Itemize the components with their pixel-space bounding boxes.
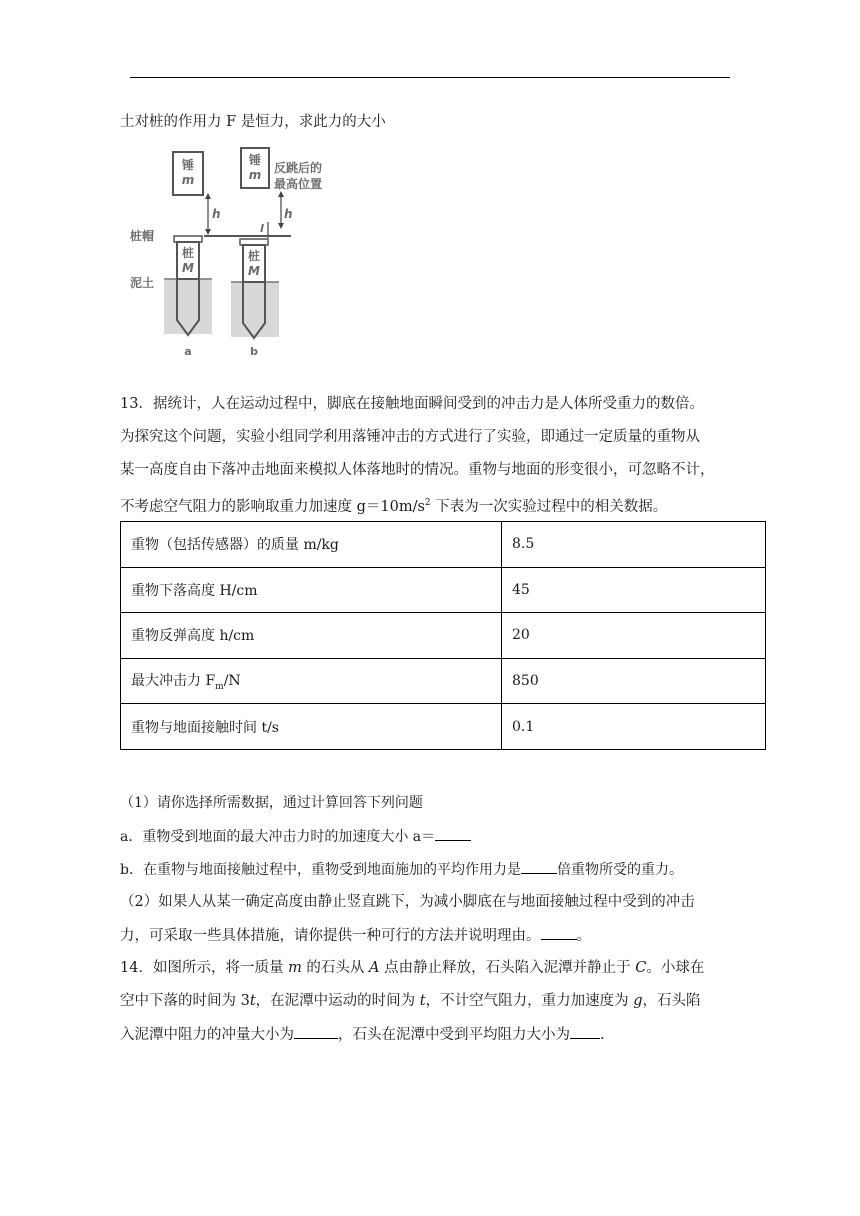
experiment-data-table: [120, 521, 766, 750]
q13-part2-line1: （2）如果人从某一确定高度由静止竖直跳下，为减小脚底在与地面接触过程中受到的冲击: [120, 894, 695, 910]
q13-line-2: 为探究这个问题，实验小组同学利用落锤冲击的方式进行了实验，即通过一定质量的重物从: [120, 429, 700, 445]
h-label-b: h: [284, 207, 293, 221]
pile-driver-figure: [126, 140, 356, 370]
q13-part-b: b．在重物与地面接触过程中，重物受到地面施加的平均作用力是 倍重物所受的重力。: [120, 859, 683, 880]
table-cell-label: 重物（包括传感器）的质量 m/kg: [121, 522, 502, 568]
table-cell-label: 重物下落高度 H/cm: [121, 567, 502, 613]
table-row: [121, 613, 766, 659]
caption-b: b: [250, 345, 258, 358]
answer-blank[interactable]: [541, 925, 577, 940]
q13-part-a: a．重物受到地面的最大冲击力时的加速度大小 a＝: [120, 826, 471, 847]
rebound-label-line1: 反跳后的: [274, 161, 323, 175]
table-cell-label: 最大冲击力 $F_m/N$: [121, 658, 502, 704]
pile-b-mass: M: [248, 264, 260, 278]
table-cell-value: 45: [502, 567, 766, 613]
soil-label: 泥土: [130, 276, 155, 290]
soil-b: [231, 282, 279, 337]
hammer-a-mass: m: [181, 173, 195, 187]
h-label-a: h: [212, 207, 221, 221]
q14-line-3: 入泥潭中阻力的冲量大小为 ，石头在泥潭中受到平均阻力大小为 .: [120, 1024, 605, 1045]
hammer-b-char: 锤: [248, 153, 262, 167]
l-label: l: [260, 222, 264, 235]
q13-part1: （1）请你选择所需数据，通过计算回答下列问题: [120, 795, 423, 811]
pile-a-char: 桩: [181, 246, 195, 260]
hammer-a-char: 锤: [181, 158, 195, 172]
q13-line-4: 不考虑空气阻力的影响取重力加速度 $g=10m/s^2$ 下表为一次实验过程中的相关数据。: [120, 498, 668, 515]
answer-blank[interactable]: [294, 1024, 338, 1039]
table-cell-label: 重物反弹高度 h/cm: [121, 613, 502, 659]
cap-label: 桩帽: [130, 229, 155, 243]
q14-line-2: 空中下落的时间为 3t，在泥潭中运动的时间为 t，不计空气阻力，重力加速度为 g，石头陷: [120, 993, 701, 1009]
pile-a-mass: M: [182, 261, 194, 275]
q14-line-1: 14．如图所示，将一质量 m 的石头从 A 点由静止释放，石头陷入泥潭并静止于 C。小球在: [120, 960, 705, 976]
table-row: [121, 658, 766, 704]
table-row: [121, 704, 766, 750]
hammer-b-mass: m: [248, 168, 262, 182]
intro-line: 土对桩的作用力 F 是恒力，求此力的大小: [120, 114, 386, 130]
pile-b-char: 桩: [247, 249, 261, 263]
q13-part2-line2: 力，可采取一些具体措施，请你提供一种可行的方法并说明理由。 。: [120, 925, 591, 946]
q13-line-3: 某一高度自由下落冲击地面来模拟人体落地时的情况。重物与地面的形变很小，可忽略不计，: [120, 462, 715, 478]
table-cell-label: 重物与地面接触时间 t/s: [121, 704, 502, 750]
answer-blank[interactable]: [435, 826, 471, 841]
caption-a: a: [184, 345, 192, 358]
table-cell-value: 8.5: [502, 522, 766, 568]
q13-line-1: 13．据统计，人在运动过程中，脚底在接触地面瞬间受到的冲击力是人体所受重力的数倍。: [120, 396, 704, 412]
table-row: [121, 522, 766, 568]
answer-blank[interactable]: [521, 859, 557, 874]
rebound-label-line2: 最高位置: [274, 177, 323, 191]
answer-blank[interactable]: [570, 1024, 600, 1039]
table-cell-value: 0.1: [502, 704, 766, 750]
table-row: [121, 567, 766, 613]
header-rule: [130, 77, 730, 78]
table-cell-value: 20: [502, 613, 766, 659]
table-cell-value: 850: [502, 658, 766, 704]
soil-a: [164, 279, 212, 334]
